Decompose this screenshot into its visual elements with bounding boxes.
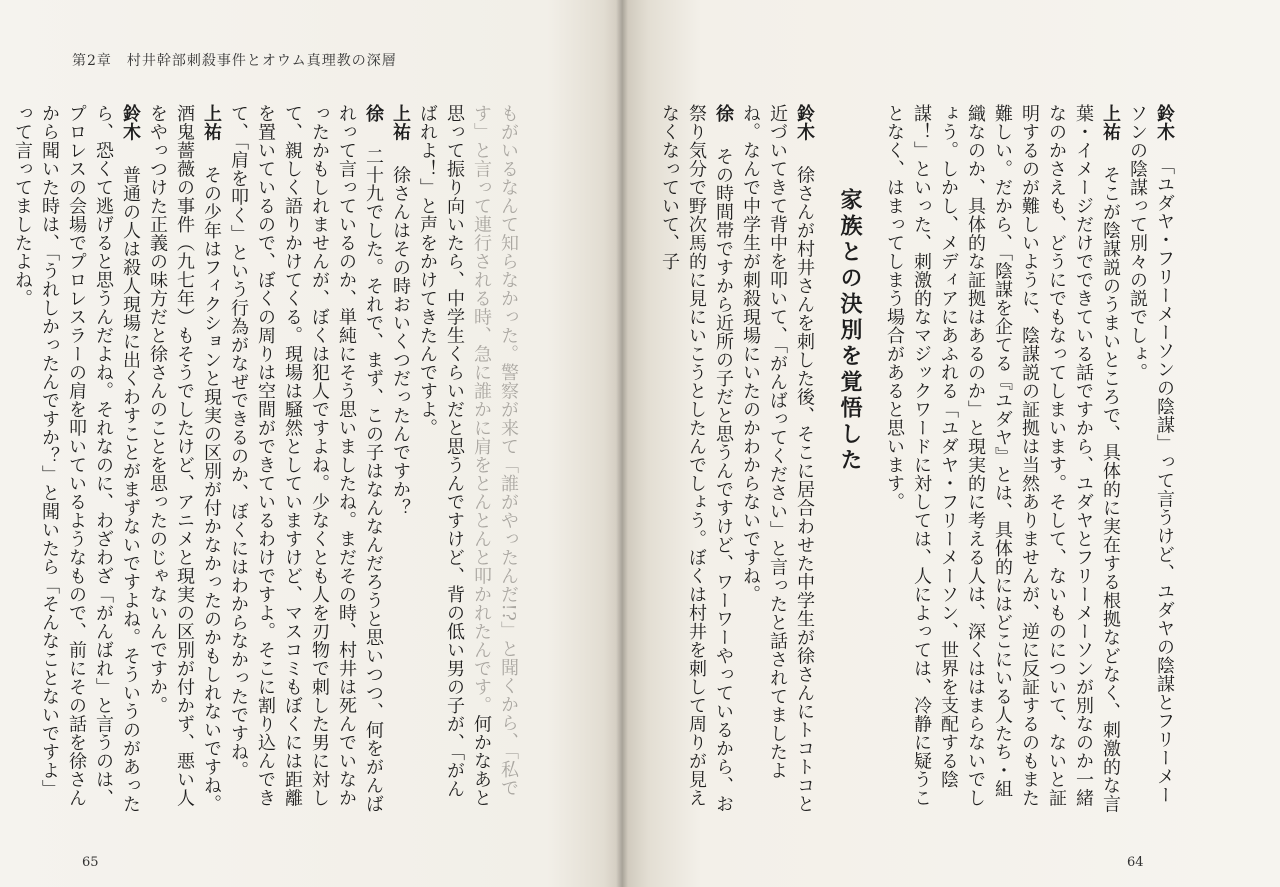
left-page-text	[12, 104, 522, 816]
dialogue-text: そこが陰謀説のうまいところで、具体的に実在する根拠などなく、刺激的な言葉・イメージだけでできている話ですから、ユダヤとフリーメーソンが別なのか一緒なのかさえも、どうにでもなってしまいます。そして、ないものについて、ないと証明するのが難しいように、陰謀説の証拠は当然ありませんが、逆に反証するのもまた難しい。だから、「陰謀を企てる『ユダヤ』とは、具体的にはどこにいる人たち・組織なのか、具体的な証拠はあるのか」と現実的に考える人は、深くははまらないでしょう。しかし、メディアにあふれる「ユダヤ・フリーメーソン、世界を支配する陰謀！」といった、刺激的なマジックワードに対しては、人によっては、冷静に疑うことなく、はまってしまう場合があると思います。	[884, 104, 1121, 813]
speaker-label: 鈴木	[1154, 104, 1175, 141]
right-page	[622, 0, 1280, 887]
dialogue-text: 「ユダヤ・フリーメーソンの陰謀」って言うけど、ユダヤの陰謀とフリーメーソンの陰謀って別々の説でしょ。	[1127, 104, 1175, 804]
dialogue-text: 徐さんが村井さんを刺した後、そこに居合わせた中学生が徐さんにトコトコと近づいてきて背中を叩いて、「がんばってください」と言ったと話されてましたよね。なんで中学生が刺殺現場にいたのかわからないですね。	[740, 104, 815, 813]
page-number-left: 65	[82, 855, 99, 870]
section-heading: 家族との決別を覚悟した	[837, 188, 863, 474]
dialogue-text: 徐さんはその時おいくつだったんですか？	[390, 165, 411, 517]
speaker-label: 鈴木	[120, 104, 141, 141]
continued-text: 何かなあと思って振り向いたら、中学生くらいだと思うんですけど、背の低い男の子が、「がんばれよ！」と声をかけてきたんですよ。	[417, 104, 492, 807]
continued-paragraph	[414, 104, 522, 816]
dialogue-paragraph	[1124, 104, 1178, 816]
speaker-label: 徐	[713, 104, 734, 123]
dialogue-paragraph	[656, 104, 737, 816]
book-gutter	[616, 0, 628, 887]
speaker-label: 鈴木	[794, 104, 815, 141]
dialogue-paragraph	[881, 104, 1124, 816]
dialogue-text: その少年はフィクションと現実の区別が付かなかったのかもしれないですね。酒鬼薔薇の事件（九七年）もそうでしたけど、アニメと現実の区別が付かず、悪い人をやっつけた正義の味方だと徐さんのことを思ったのじゃないんですか。	[147, 104, 222, 813]
dialogue-text: その時間帯ですから近所の子だと思うんですけど、ワーワーやっているから、お祭り気分で野次馬的に見にいこうとしたんでしょう。ぼくは村井を刺して周りが見えなくなっていて、子	[659, 104, 734, 813]
dialogue-text: 普通の人は殺人現場に出くわすことがまずないですよね。そういうのがあったら、恐くて逃げると思うんだよね。それなのに、わざわざ「がんばれ」と言うのは、プロレスの会場でプロレスラーの肩を叩いているようなもので、前にその話を徐さんから聞いた時は、「うれしかったんですか？」と聞いたら「そんなことないですよ」って言ってましたよね。	[12, 104, 141, 813]
speaker-label: 上祐	[390, 104, 411, 141]
page-number-right: 64	[1127, 855, 1144, 870]
speaker-label: 上祐	[1100, 104, 1121, 141]
dialogue-paragraph	[737, 104, 818, 816]
left-page	[0, 0, 622, 887]
dialogue-paragraph	[387, 104, 414, 816]
running-head: 第2章 村井幹部刺殺事件とオウム真理教の深層	[72, 53, 397, 69]
dialogue-text: 二十九でした。それで、まず、この子はなんなんだろうと思いつつ、何をがんばれって言っているのか、単純にそう思いましたね。まだその時、村井は死んでいなかったかもしれませんが、ぼくは犯人ですよね。少なくとも人を刃物で刺した男に対して、親しく語りかけてくる。現場は騒然としていますけど、マスコミもぼくには距離を置いているので、ぼくの周りは空間ができているわけですよ。そこに割り込んできて、「肩を叩く」という行為がなぜできるのか、ぼくにはわからなかったですね。	[228, 104, 384, 813]
speaker-label: 徐	[363, 104, 384, 123]
dialogue-paragraph	[9, 104, 144, 816]
right-page-text	[659, 104, 1178, 816]
dialogue-paragraph	[225, 104, 387, 816]
dialogue-paragraph	[144, 104, 225, 816]
speaker-label: 上祐	[201, 104, 222, 141]
faded-text: もがいるなんて知らなかった。警察が来て「誰がやったんだ!?」と聞くから、「私です」と言って連行される時、急に誰かに肩をとんとんと叩かれたんです。	[471, 104, 519, 798]
